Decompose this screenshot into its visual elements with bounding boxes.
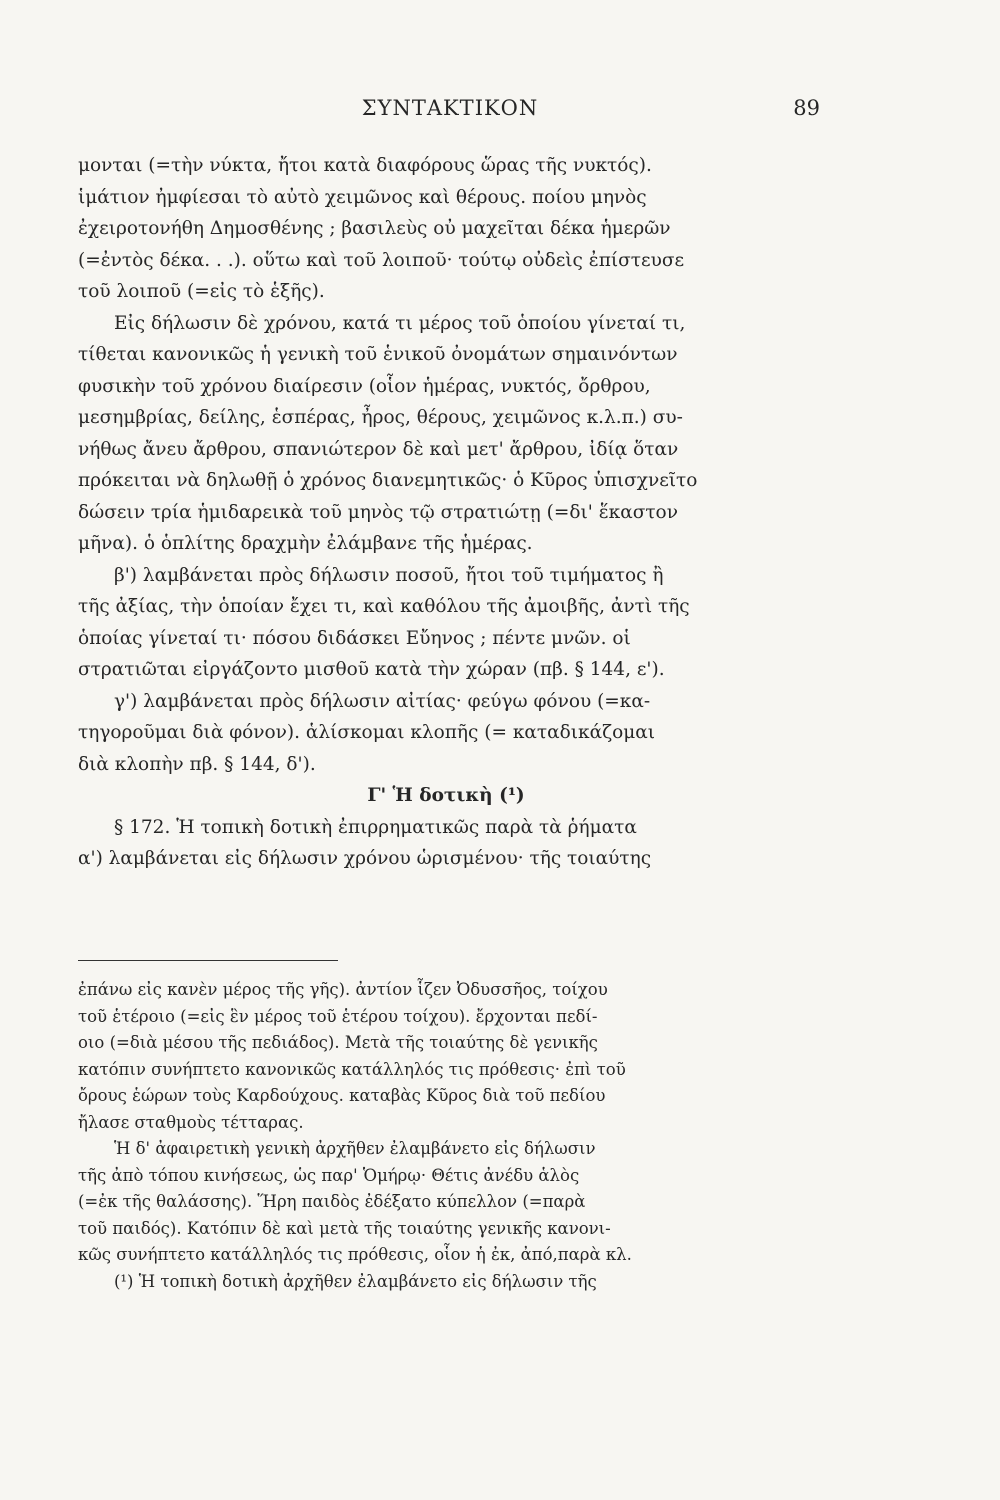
footnote-line: (=ἐκ τῆς θαλάσσης). Ἥρη παιδὸς ἐδέξατο κύπελλον (=παρὰ (78, 1192, 586, 1211)
footnote-line: τοῦ παιδός). Κατόπιν δὲ καὶ μετὰ τῆς τοιαύτης γενικῆς κανονι- (78, 1218, 611, 1238)
footnote-block (78, 1269, 818, 1296)
text-line: τίθεται κανονικῶς ἡ γενικὴ τοῦ ἑνικοῦ ὀνομάτων σημαινόντων (78, 344, 678, 365)
footnote-divider (78, 960, 338, 961)
text-line: Εἰς δήλωσιν δὲ χρόνου, κατά τι μέρος τοῦ ὁποίου γίνεταί τι, (114, 312, 686, 334)
paragraph-beta (78, 560, 814, 686)
footnote-line: ὄρους ἑώρων τοὺς Καρδούχους. καταβὰς Κῦρος διὰ τοῦ πεδίου (78, 1086, 606, 1105)
text-line: πρόκειται νὰ δηλωθῇ ὁ χρόνος διανεμητικῶς· ὁ Κῦρος ὑπισχνεῖτο (78, 470, 698, 491)
text-line: § 172. Ἡ τοπικὴ δοτικὴ ἐπιρρηματικῶς παρὰ τὰ ῥήματα (114, 816, 637, 838)
text-line: στρατιῶται εἰργάζοντο μισθοῦ κατὰ τὴν χώραν (πβ. § 144, ε'). (78, 659, 665, 680)
footnotes (78, 977, 818, 1295)
footnote-line: τῆς ἀπὸ τόπου κινήσεως, ὡς παρ' Ὁμήρῳ· Θέτις ἀνέδυ ἁλὸς (78, 1165, 580, 1185)
text-line: δώσειν τρία ἡμιδαρεικὰ τοῦ μηνὸς τῷ στρατιώτῃ (=δι' ἕκαστον (78, 501, 678, 523)
text-line: μῆνα). ὁ ὁπλίτης δραχμὴν ἐλάμβανε τῆς ἡμέρας. (78, 533, 533, 554)
footnote-line: ἐπάνω εἰς κανὲν μέρος τῆς γῆς). ἀντίον ἷζεν Ὀδυσσῆος, τοίχου (78, 980, 608, 999)
footnote-line: (¹) Ἡ τοπικὴ δοτικὴ ἀρχῆθεν ἐλαμβάνετο εἰς δήλωσιν τῆς (114, 1271, 597, 1291)
text-line: α') λαμβάνεται εἰς δήλωσιν χρόνου ὡρισμένου· τῆς τοιαύτης (78, 848, 652, 869)
page-header (80, 96, 820, 128)
paragraph-section-172 (78, 812, 814, 875)
main-text (78, 150, 814, 875)
text-line: τηγοροῦμαι διὰ φόνον). ἁλίσκομαι κλοπῆς (= καταδικάζομαι (78, 722, 656, 743)
running-title: ΣΥΝΤΑΚΤΙΚΟΝ (361, 96, 539, 120)
text-line: φυσικὴν τοῦ χρόνου διαίρεσιν (οἷον ἡμέρας, νυκτός, ὄρθρου, (78, 375, 651, 397)
text-line: (=ἐντὸς δέκα. . .). οὕτω καὶ τοῦ λοιποῦ· τούτῳ οὐδεὶς ἐπίστευσε (78, 249, 685, 271)
text-line: ὁποίας γίνεταί τι· πόσου διδάσκει Εὔηνος ; πέντε μνῶν. οἱ (78, 627, 631, 649)
section-heading: Γ' Ἡ δοτικὴ (¹) (367, 785, 525, 806)
footnote-line: τοῦ ἑτέροιο (=εἰς ἓν μέρος τοῦ ἑτέρου τοίχου). ἔρχονται πεδί- (78, 1006, 598, 1026)
footnote-line: κῶς συνήπτετο κατάλληλός τις πρόθεσις, οἷον ἡ ἐκ, ἀπό,παρὰ κλ. (78, 1245, 632, 1264)
text-line: νήθως ἄνευ ἄρθρου, σπανιώτερον δὲ καὶ μετ' ἄρθρου, ἰδίᾳ ὅταν (78, 438, 679, 460)
footnote-block (78, 977, 818, 1136)
paragraph-continuation (78, 150, 814, 308)
text-line: ἐχειροτονήθη Δημοσθένης ; βασιλεὺς οὐ μαχεῖται δέκα ἡμερῶν (78, 218, 671, 239)
page-number: 89 (793, 96, 820, 120)
paragraph-gamma (78, 686, 814, 781)
text-line: β') λαμβάνεται πρὸς δήλωσιν ποσοῦ, ἤτοι τοῦ τιμήματος ἢ (114, 564, 664, 586)
text-line: τοῦ λοιποῦ (=εἰς τὸ ἑξῆς). (78, 281, 325, 302)
text-line: τῆς ἀξίας, τὴν ὁποίαν ἔχει τι, καὶ καθόλου τῆς ἀμοιβῆς, ἀντὶ τῆς (78, 596, 690, 617)
text-line: μονται (=τὴν νύκτα, ἤτοι κατὰ διαφόρους ὥρας τῆς νυκτός). (78, 155, 652, 176)
footnote-line: Ἡ δ' ἀφαιρετικὴ γενικὴ ἀρχῆθεν ἐλαμβάνετο εἰς δήλωσιν (114, 1139, 596, 1158)
footnote-block (78, 1136, 818, 1269)
text-line: μεσημβρίας, δείλης, ἑσπέρας, ἦρος, θέρους, χειμῶνος κ.λ.π.) συ- (78, 407, 683, 428)
paragraph-time-genitive (78, 308, 814, 560)
footnote-line: οιο (=διὰ μέσου τῆς πεδιάδος). Μετὰ τῆς τοιαύτης δὲ γενικῆς (78, 1033, 598, 1052)
footnote-line: ἤλασε σταθμοὺς τέτταρας. (78, 1112, 304, 1132)
text-line: διὰ κλοπὴν πβ. § 144, δ'). (78, 753, 316, 775)
text-line: γ') λαμβάνεται πρὸς δήλωσιν αἰτίας· φεύγω φόνου (=κα- (114, 690, 651, 712)
text-line: ἱμάτιον ἠμφίεσαι τὸ αὐτὸ χειμῶνος καὶ θέρους. ποίου μηνὸς (78, 186, 647, 208)
footnote-line: κατόπιν συνήπτετο κανονικῶς κατάλληλός τις πρόθεσις· ἐπὶ τοῦ (78, 1059, 626, 1079)
